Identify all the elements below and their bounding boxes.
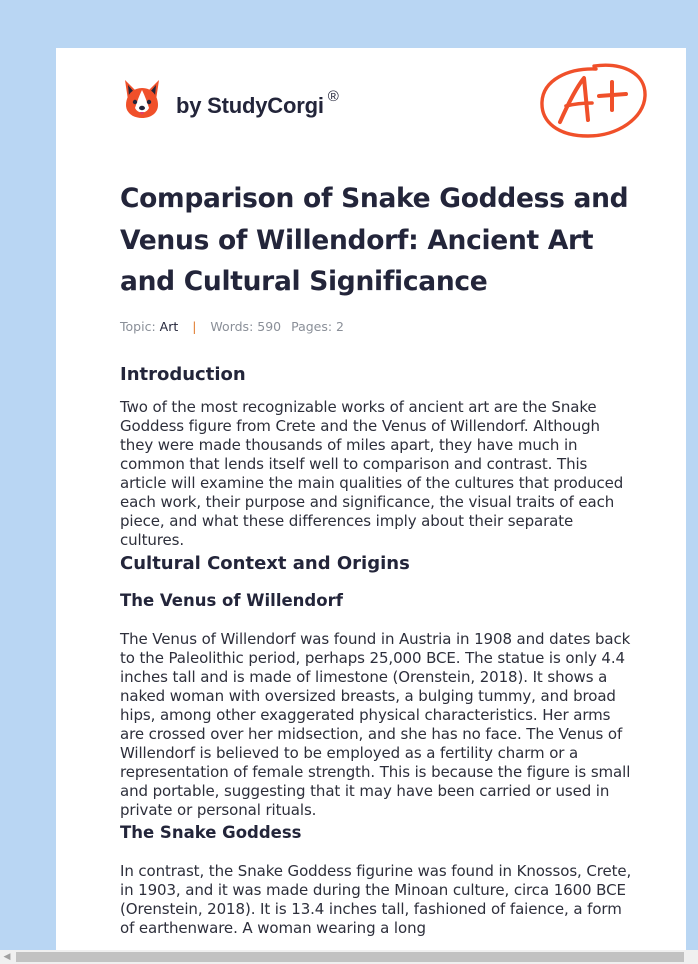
- article-meta: [120, 317, 632, 337]
- brand-name: by StudyCorgi ®: [176, 87, 339, 118]
- snake-goddess-heading: The Snake Goddess: [120, 822, 302, 842]
- page-header: [56, 48, 686, 168]
- registered-mark: ®: [327, 87, 339, 105]
- scrollbar-thumb[interactable]: [16, 952, 684, 962]
- introduction-heading: Introduction: [120, 363, 246, 385]
- word-count: Words: 590: [210, 318, 282, 334]
- page-count: Pages: 2: [291, 318, 345, 334]
- document-page: [56, 48, 686, 964]
- topic-link[interactable]: Art: [159, 318, 179, 334]
- topic-label: Topic:: [120, 318, 156, 334]
- venus-heading: The Venus of Willendorf: [120, 590, 343, 610]
- horizontal-scrollbar[interactable]: [0, 950, 698, 964]
- article-content: [120, 178, 632, 938]
- venus-paragraph: The Venus of Willendorf was found in Austria in 1908 and dates back to the Paleolithic period, perhaps 25,000 BCE. The statue is only 4.4 inches tall and is made of limestone (Orenstein, 2018). It shows a naked woman with oversized breasts, a bulging tummy, and broad hips, among other exaggerated physical characteristics. Her arms are crossed over her midsection, and she has no face. The Venus of Willendorf is believed to be employed as a fertility charm or a representation of female strength. This is because the figure is small and portable, suggesting that it may have been carried or used in private or personal rituals.: [120, 629, 631, 819]
- a-plus-grade-icon: [538, 60, 650, 142]
- scroll-left-arrow-icon[interactable]: ◀: [3, 952, 11, 962]
- cultural-context-heading: Cultural Context and Origins: [120, 552, 410, 574]
- article-title: Comparison of Snake Goddess and Venus of Willendorf: Ancient Art and Cultural Significance: [120, 183, 629, 297]
- snake-goddess-paragraph: In contrast, the Snake Goddess figurine was found in Knossos, Crete, in 1903, and it was made during the Minoan culture, circa 1600 BCE (Orenstein, 2018). It is 13.4 inches tall, fashioned of faience, a form of earthenware. A woman wearing a long: [120, 861, 632, 937]
- meta-separator: |: [192, 318, 197, 334]
- grade-badge: [538, 60, 650, 146]
- studycorgi-logo[interactable]: [122, 76, 339, 120]
- introduction-paragraph: Two of the most recognizable works of ancient art are the Snake Goddess figure from Crete and the Venus of Willendorf. Although they were made thousands of miles apart, they have much in common that lends itself well to comparison and contrast. This article will examine the main qualities of the cultures that produced each work, their purpose and significance, the visual traits of each piece, and what these differences imply about their separate cultures.: [120, 397, 624, 549]
- corgi-logo-icon: [122, 76, 162, 120]
